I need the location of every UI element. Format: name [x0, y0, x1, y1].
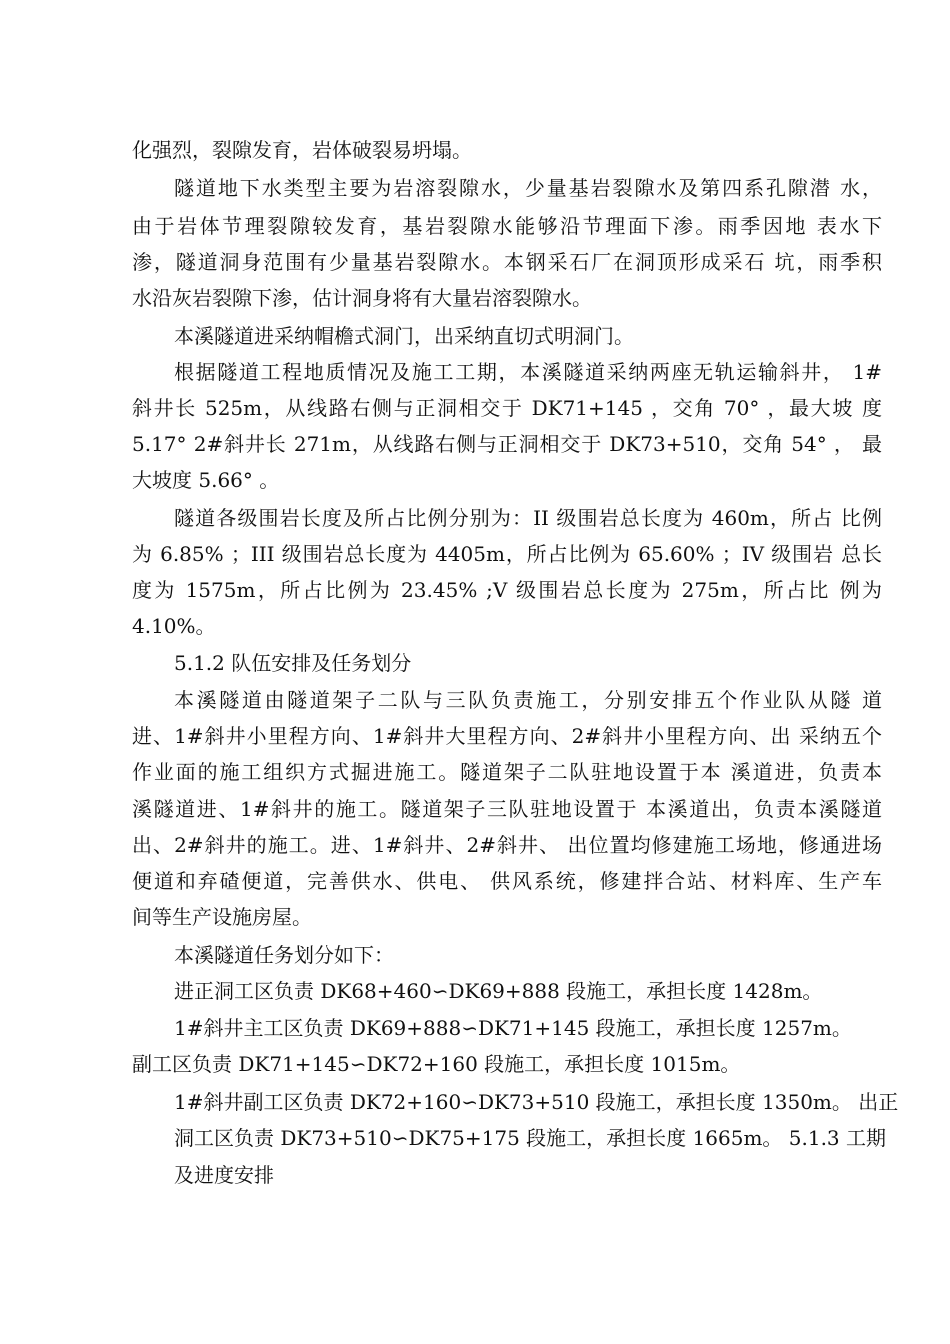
- text-line: 1#斜井副工区负责 DK72+160∽DK73+510 段施工，承担长度 1350m。 出正: [174, 1090, 899, 1114]
- text-line: 副工区负责 DK71+145∽DK72+160 段施工，承担长度 1015m。: [132, 1052, 741, 1076]
- text-line: 化强烈，裂隙发育，岩体破裂易坍塌。: [132, 138, 472, 162]
- text-line: 进、1#斜井小里程方向、1#斜井大里程方向、2#斜井小里程方向、出 采纳五个: [132, 724, 882, 748]
- text-line: 斜井长 525m，从线路右侧与正洞相交于 DK71+145 ，交角 70° ，最大坡 度: [132, 396, 882, 420]
- text-line: 为 6.85% ；III 级围岩总长度为 4405m，所占比例为 65.60% ；IV 级围岩 总长: [132, 542, 882, 566]
- text-line: 水沿灰岩裂隙下渗，估计洞身将有大量岩溶裂隙水。: [132, 286, 592, 310]
- text-line: 隧道各级围岩长度及所占比例分别为：II 级围岩总长度为 460m，所占 比例: [174, 506, 882, 530]
- text-line: 大坡度 5.66° 。: [132, 468, 280, 492]
- text-line: 及进度安排: [174, 1163, 274, 1187]
- text-line: 度为 1575m，所占比例为 23.45% ;V 级围岩总长度为 275m，所占比 例为: [132, 578, 882, 602]
- text-line: 本溪隧道进采纳帽檐式洞门，出采纳直切式明洞门。: [174, 324, 634, 348]
- text-line: 1#斜井主工区负责 DK69+888∽DK71+145 段施工，承担长度 1257m。: [174, 1016, 852, 1040]
- text-line: 本溪隧道任务划分如下：: [174, 943, 394, 967]
- text-line: 出、2#斜井的施工。进、1#斜井、2#斜井、 出位置均修建施工场地，修通进场: [132, 833, 882, 857]
- text-line: 作业面的施工组织方式掘进施工。隧道架子二队驻地设置于本 溪道进，负责本: [132, 760, 882, 784]
- text-line: 由于岩体节理裂隙较发育，基岩裂隙水能够沿节理面下渗。雨季因地 表水下: [132, 214, 882, 238]
- text-line: 5.17° 2#斜井长 271m，从线路右侧与正洞相交于 DK73+510，交角 54° ， 最: [132, 432, 882, 456]
- text-line: 洞工区负责 DK73+510∽DK75+175 段施工，承担长度 1665m。 5.1.3 工期: [174, 1126, 887, 1150]
- text-line: 根据隧道工程地质情况及施工工期，本溪隧道采纳两座无轨运输斜井， 1#: [174, 360, 882, 384]
- text-line: 间等生产设施房屋。: [132, 905, 312, 929]
- text-line: 本溪隧道由隧道架子二队与三队负责施工，分别安排五个作业队从隧 道: [174, 688, 882, 712]
- text-line: 渗，隧道洞身范围有少量基岩裂隙水。本钢采石厂在洞顶形成采石 坑，雨季积: [132, 250, 882, 274]
- text-line: 溪隧道进、1#斜井的施工。隧道架子三队驻地设置于 本溪道出，负责本溪隧道: [132, 797, 882, 821]
- text-line: 隧道地下水类型主要为岩溶裂隙水，少量基岩裂隙水及第四系孔隙潜 水，: [174, 176, 882, 200]
- text-line: 进正洞工区负责 DK68+460∽DK69+888 段施工，承担长度 1428m。: [174, 979, 823, 1003]
- text-line: 便道和弃碴便道，完善供水、供电、 供风系统，修建拌合站、材料库、生产车: [132, 869, 882, 893]
- text-line: 4.10%。: [132, 614, 216, 638]
- section-heading: 5.1.2 队伍安排及任务划分: [174, 651, 412, 675]
